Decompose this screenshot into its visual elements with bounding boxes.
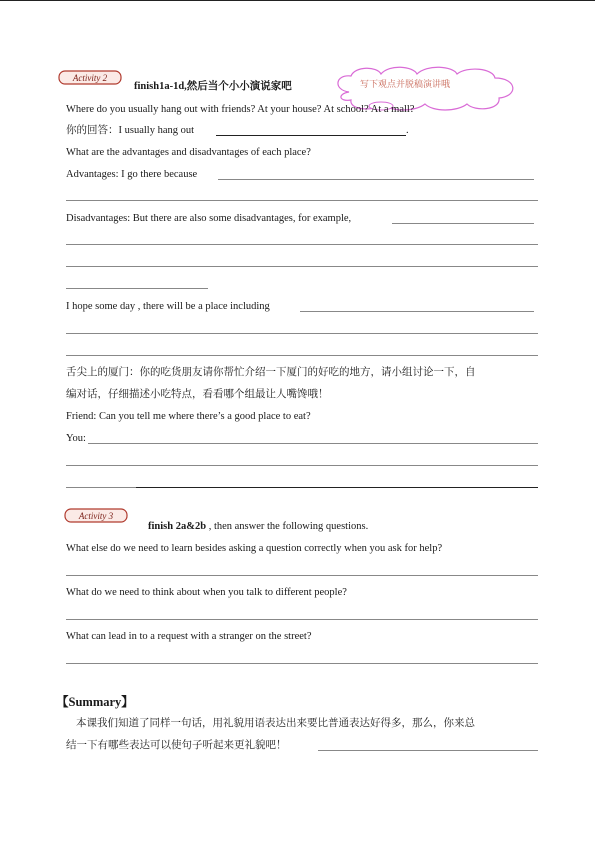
question-advantages: What are the advantages and disadvantages of each place? [66, 147, 311, 158]
write-line[interactable] [66, 465, 538, 466]
question-2: What do we need to think about when you talk to different people? [66, 587, 347, 598]
answer-end: . [406, 125, 409, 136]
top-rule [0, 0, 595, 1]
question-hang-out: Where do you usually hang out with friends? At your house? At school? At a mall? [66, 104, 415, 115]
summary-line-2: 结一下有哪些表达可以使句子听起来更礼貌吧！ [66, 740, 287, 751]
disadvantages-prefix: Disadvantages: But there are also some disadvantages, for example, [66, 213, 352, 224]
answer-line-1[interactable] [66, 575, 538, 576]
write-line[interactable] [66, 355, 538, 356]
activity-2-badge-label: Activity 2 [72, 73, 108, 83]
advantages-prefix: Advantages: I go there because [66, 169, 198, 180]
you-label: You: [66, 433, 86, 444]
activity-3-badge-label: Activity 3 [78, 511, 114, 521]
activity-2-badge [58, 70, 122, 85]
write-line[interactable] [66, 487, 136, 488]
activity-2-title: finish1a-1d,然后当个小小演说家吧 [134, 81, 292, 92]
summary-blank[interactable] [318, 750, 538, 751]
summary-heading: 【Summary】 [56, 695, 134, 709]
answer-blank[interactable] [216, 135, 406, 136]
write-line[interactable] [66, 200, 538, 201]
xiamen-intro-line-2: 编对话，仔细描述小吃特点，看看哪个组最让人嘴馋哦！ [66, 389, 329, 400]
advantages-blank[interactable] [218, 179, 534, 180]
cloud-note: 写下观点并脱稿演讲哦 [360, 80, 451, 90]
answer-line-2[interactable] [66, 619, 538, 620]
write-line[interactable] [66, 288, 208, 289]
hope-prefix: I hope some day , there will be a place including [66, 301, 270, 312]
activity-3-title-bold: finish 2a&2b [148, 521, 207, 532]
xiamen-intro-line-1: 舌尖上的厦门：你的吃货朋友请你帮忙介绍一下厦门的好吃的地方，请小组讨论一下，自 [66, 367, 476, 378]
answer-prefix: 你的回答：I usually hang out [66, 125, 195, 136]
activity-3-badge [64, 508, 128, 523]
question-3: What can lead in to a request with a stranger on the street? [66, 631, 312, 642]
activity-3-title [148, 520, 368, 533]
write-line[interactable] [66, 266, 538, 267]
question-1: What else do we need to learn besides asking a question correctly when you ask for help? [66, 543, 443, 554]
you-blank[interactable] [88, 443, 538, 444]
answer-line-3[interactable] [66, 663, 538, 664]
friend-line: Friend: Can you tell me where there’s a good place to eat? [66, 411, 311, 422]
hope-blank[interactable] [300, 311, 534, 312]
write-line[interactable] [136, 487, 538, 488]
activity-3-title-rest: , then answer the following questions. [206, 521, 369, 532]
summary-line-1: 本课我们知道了同样一句话，用礼貌用语表达出来要比普通表达好得多，那么，你来总 [76, 718, 475, 729]
write-line[interactable] [66, 333, 538, 334]
write-line[interactable] [66, 244, 538, 245]
disadvantages-blank[interactable] [392, 223, 534, 224]
